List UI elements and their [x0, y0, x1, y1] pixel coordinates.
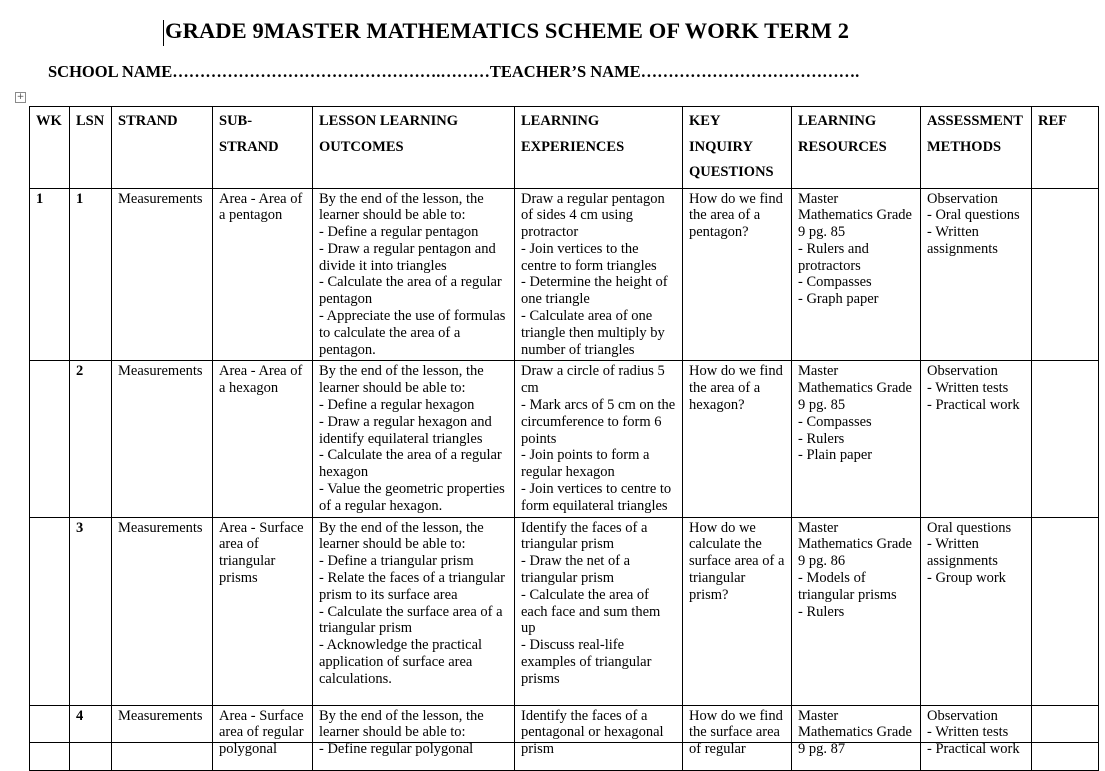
cell-sub-strand: Area - Area of a hexagon [213, 361, 313, 517]
cell-wk [30, 361, 70, 517]
cell-ref [1032, 517, 1099, 705]
table-move-handle-icon[interactable]: + [16, 92, 25, 102]
cell-question: How do we calculate the surface area of a triangular prism? [683, 517, 792, 705]
header-lsn: LSN [70, 107, 112, 189]
cell-sub-strand: Area - Area of a pentagon [213, 188, 313, 361]
cell-strand: Measurements [112, 361, 213, 517]
header-strand: STRAND [112, 107, 213, 189]
scheme-table-container [29, 106, 1098, 758]
cell-strand: Measurements [112, 517, 213, 705]
document-subtitle: SCHOOL NAME………………………………………….………TEACHER’S NAME…………………………………. [48, 62, 860, 81]
table-header-row [30, 107, 1099, 189]
header-assessment: ASSESSMENT METHODS [921, 107, 1032, 189]
cell-question: How do we find the surface area of regular [683, 705, 792, 770]
cell-resources: Master Mathematics Grade 9 pg. 86 - Models of triangular prisms - Rulers [792, 517, 921, 705]
table-row [30, 705, 1099, 770]
cell-wk [30, 517, 70, 705]
cell-ref [1032, 705, 1099, 770]
cell-strand: Measurements [112, 188, 213, 361]
cell-resources: Master Mathematics Grade 9 pg. 85 - Rulers and protractors - Compasses - Graph paper [792, 188, 921, 361]
table-row [30, 517, 1099, 705]
cell-sub-strand: Area - Surface area of triangular prisms [213, 517, 313, 705]
cell-experiences: Draw a circle of radius 5 cm - Mark arcs of 5 cm on the circumference to form 6 points - Join points to form a regular hexagon - Join vertices to centre to form equilateral triangles [515, 361, 683, 517]
document-title: GRADE 9MASTER MATHEMATICS SCHEME OF WORK TERM 2 [165, 18, 850, 43]
cell-outcomes: By the end of the lesson, the learner should be able to: - Define a regular pentagon - Draw a regular pentagon and divide it into triangles - Calculate the area of a regular pentagon - Appreciate the use of formulas to calculate the area of a pentagon. [313, 188, 515, 361]
cell-question: How do we find the area of a pentagon? [683, 188, 792, 361]
text-cursor [163, 20, 164, 46]
cell-sub-strand: Area - Surface area of regular polygonal [213, 705, 313, 770]
cell-lsn: 2 [70, 361, 112, 517]
cell-wk [30, 705, 70, 770]
cell-resources: Master Mathematics Grade 9 pg. 85 - Compasses - Rulers - Plain paper [792, 361, 921, 517]
cell-lsn: 1 [70, 188, 112, 361]
cell-experiences: Identify the faces of a pentagonal or hexagonal prism [515, 705, 683, 770]
cell-strand: Measurements [112, 705, 213, 770]
cell-assessment: Observation - Written tests - Practical work [921, 361, 1032, 517]
scheme-of-work-table [29, 106, 1099, 771]
header-outcomes: LESSON LEARNING OUTCOMES [313, 107, 515, 189]
header-resources: LEARNING RESOURCES [792, 107, 921, 189]
cell-experiences: Identify the faces of a triangular prism - Draw the net of a triangular prism - Calculate the area of each face and sum them up - Discuss real-life examples of triangular prisms [515, 517, 683, 705]
table-row [30, 188, 1099, 361]
header-wk: WK [30, 107, 70, 189]
header-sub-strand: SUB- STRAND [213, 107, 313, 189]
cell-ref [1032, 188, 1099, 361]
cell-lsn: 4 [70, 705, 112, 770]
cell-outcomes: By the end of the lesson, the learner should be able to: - Define a regular hexagon - Draw a regular hexagon and identify equilateral triangles - Calculate the area of a regular hexagon - Value the geometric properties of a regular hexagon. [313, 361, 515, 517]
header-experiences: LEARNING EXPERIENCES [515, 107, 683, 189]
cell-resources: Master Mathematics Grade 9 pg. 87 [792, 705, 921, 770]
cell-wk: 1 [30, 188, 70, 361]
header-questions: KEY INQUIRY QUESTIONS [683, 107, 792, 189]
cell-assessment: Observation - Oral questions - Written assignments [921, 188, 1032, 361]
cell-assessment: Observation - Written tests - Practical work [921, 705, 1032, 770]
header-ref: REF [1032, 107, 1099, 189]
cell-question: How do we find the area of a hexagon? [683, 361, 792, 517]
cell-outcomes: By the end of the lesson, the learner should be able to: - Define a triangular prism - Relate the faces of a triangular prism to its surface area - Calculate the surface area of a triangular prism - Acknowledge the practical application of surface area calculations. [313, 517, 515, 705]
cell-lsn: 3 [70, 517, 112, 705]
table-row [30, 361, 1099, 517]
cell-ref [1032, 361, 1099, 517]
cell-assessment: Oral questions - Written assignments - Group work [921, 517, 1032, 705]
cell-experiences: Draw a regular pentagon of sides 4 cm using protractor - Join vertices to the centre to form triangles - Determine the height of one triangle - Calculate area of one triangle then multiply by number of triangles [515, 188, 683, 361]
cell-outcomes: By the end of the lesson, the learner should be able to: - Define regular polygonal [313, 705, 515, 770]
